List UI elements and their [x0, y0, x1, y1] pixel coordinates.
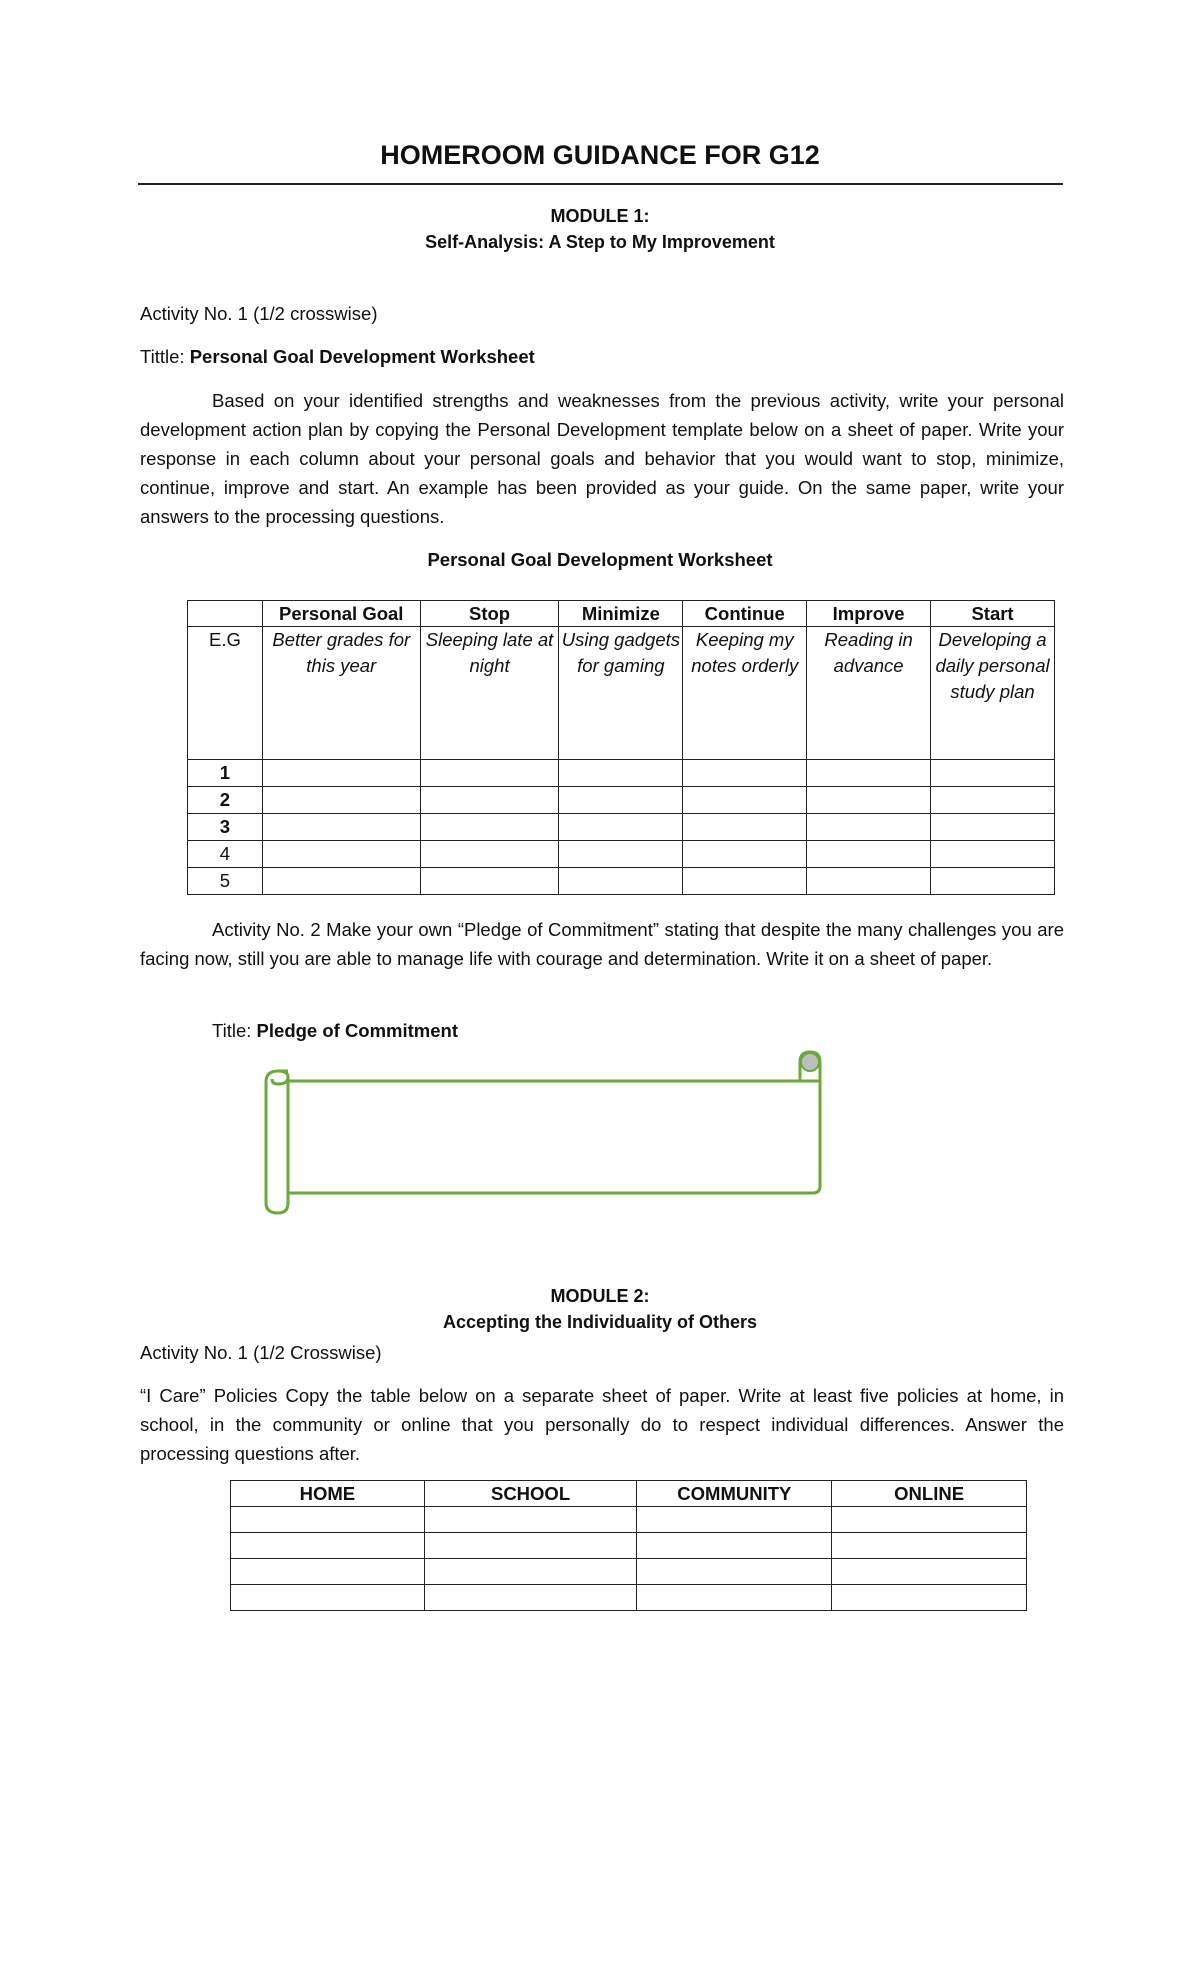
- module1-subtitle: Self-Analysis: A Step to My Improvement: [425, 232, 775, 252]
- module2-subtitle: Accepting the Individuality of Others: [442, 1312, 758, 1332]
- table-cell: [231, 1533, 425, 1559]
- example-cell: Developing a daily personal study plan: [931, 627, 1055, 760]
- scroll-curl: [801, 1053, 819, 1071]
- table-cell: [231, 1559, 425, 1585]
- table-cell: [637, 1507, 832, 1533]
- table-cell: [637, 1585, 832, 1611]
- i-care-policies-table: [230, 1480, 1027, 1611]
- table-cell: [832, 1533, 1027, 1559]
- title-underline: [138, 183, 1063, 185]
- module1-activity1-label: Activity No. 1 (1/2 crosswise): [140, 303, 378, 324]
- example-cell: Reading in advance: [807, 627, 931, 760]
- table-header-cell: Personal Goal: [262, 601, 420, 627]
- pledge-title-line: [212, 1016, 458, 1045]
- table-row: [188, 814, 1055, 841]
- table-cell: [832, 1559, 1027, 1585]
- table-row: [231, 1585, 1027, 1611]
- row-number: 2: [188, 787, 263, 814]
- table-row: [188, 868, 1055, 895]
- table-header-cell: [188, 601, 263, 627]
- example-label: E.G: [188, 627, 263, 760]
- module1-activity1-title-line: [140, 342, 535, 371]
- table-header-cell: Minimize: [559, 601, 683, 627]
- table-header-cell: COMMUNITY: [637, 1481, 832, 1507]
- example-cell: Better grades for this year: [262, 627, 420, 760]
- table-header-cell: ONLINE: [832, 1481, 1027, 1507]
- table-row: [231, 1559, 1027, 1585]
- title-prefix: Tittle:: [140, 346, 190, 367]
- table-header-cell: SCHOOL: [424, 1481, 637, 1507]
- module2-activity1-label: Activity No. 1 (1/2 Crosswise): [140, 1342, 382, 1363]
- table-cell: [424, 1533, 637, 1559]
- pledge-scroll-banner: [258, 1050, 848, 1222]
- worksheet-title: Personal Goal Development Worksheet: [189, 346, 535, 367]
- table-row-example: [188, 627, 1055, 760]
- table-row: [188, 760, 1055, 787]
- module1-activity1-instructions: Based on your identified strengths and weaknesses from the previous activity, write your personal development action plan by copying the Personal Development template below on a sheet of paper. Write your response in each column about your personal goals and behavior that you would want to stop, minimize, continue, improve and start. An example has been provided as your guide. On the same paper, write your answers to the processing questions.: [140, 390, 1064, 527]
- table-header-cell: Stop: [420, 601, 559, 627]
- table-cell: [832, 1585, 1027, 1611]
- table-header-cell: HOME: [231, 1481, 425, 1507]
- table-row: [188, 787, 1055, 814]
- personal-goal-table: [187, 600, 1055, 895]
- table-header-cell: Continue: [683, 601, 807, 627]
- page-title: HOMEROOM GUIDANCE FOR G12: [380, 140, 820, 170]
- table-row: [188, 841, 1055, 868]
- module2-label: MODULE 2:: [550, 1286, 650, 1306]
- table-cell: [637, 1559, 832, 1585]
- table-cell: [637, 1533, 832, 1559]
- table-cell: [832, 1507, 1027, 1533]
- row-number: 4: [188, 841, 263, 868]
- title-prefix: Title:: [212, 1020, 257, 1041]
- table-cell: [424, 1507, 637, 1533]
- pledge-title: Pledge of Commitment: [256, 1020, 459, 1041]
- table-cell: [424, 1585, 637, 1611]
- table-header-cell: Improve: [807, 601, 931, 627]
- example-cell: Sleeping late at night: [420, 627, 559, 760]
- table-header-cell: Start: [931, 601, 1055, 627]
- row-number: 1: [188, 760, 263, 787]
- example-cell: Keeping my notes orderly: [683, 627, 807, 760]
- scroll-outline: [266, 1052, 820, 1213]
- row-number: 5: [188, 868, 263, 895]
- table-cell: [231, 1585, 425, 1611]
- table-cell: [424, 1559, 637, 1585]
- table-header-row: [188, 601, 1055, 627]
- table-row: [231, 1507, 1027, 1533]
- row-number: 3: [188, 814, 263, 841]
- worksheet-table-caption: Personal Goal Development Worksheet: [427, 549, 773, 570]
- module2-activity1-instructions: “I Care” Policies Copy the table below on a separate sheet of paper. Write at least five policies at home, in school, in the community or online that you personally do to respect individual differences. Answer the processing questions after.: [140, 1385, 1064, 1464]
- table-cell: [231, 1507, 425, 1533]
- module1-label: MODULE 1:: [550, 206, 650, 226]
- table-row: [231, 1533, 1027, 1559]
- module1-activity2-instructions: Activity No. 2 Make your own “Pledge of Commitment” stating that despite the many challenges you are facing now, still you are able to manage life with courage and determination. Write it on a sheet of paper.: [140, 919, 1064, 969]
- example-cell: Using gadgets for gaming: [559, 627, 683, 760]
- table-header-row: [231, 1481, 1027, 1507]
